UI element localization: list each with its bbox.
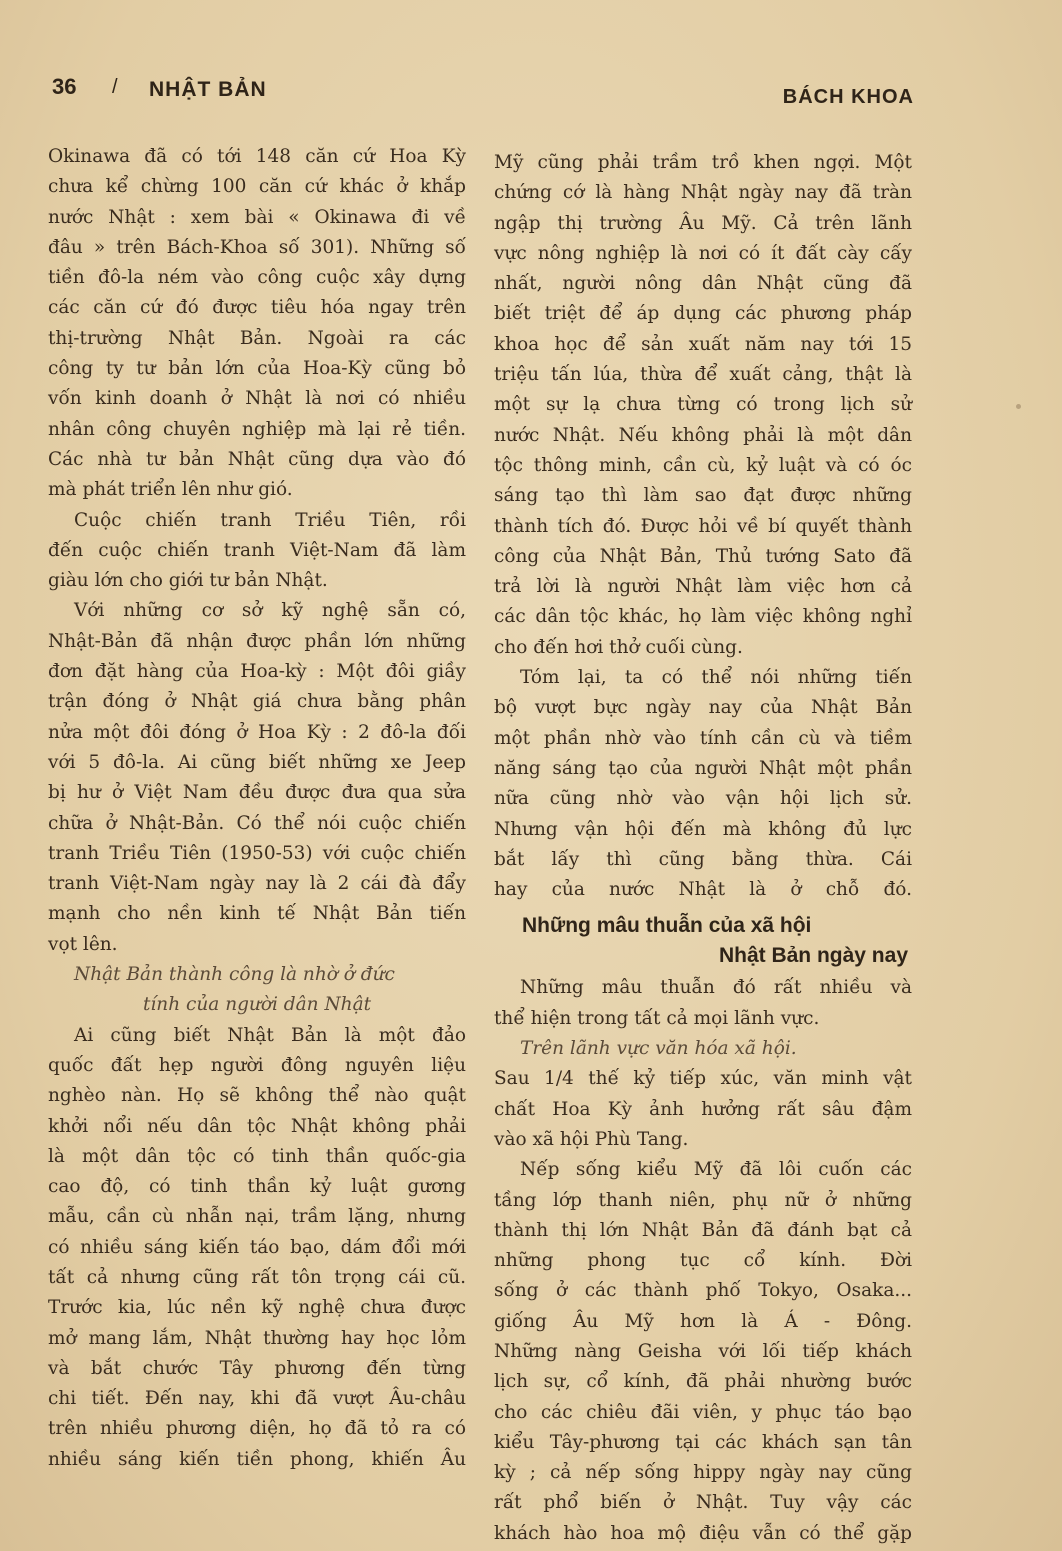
- page-header: [52, 74, 914, 108]
- text-line: các dân tộc khác, họ làm việc không nghỉ: [494, 606, 912, 628]
- text-line: Sau 1/4 thế kỷ tiếp xúc, văn minh vật: [494, 1068, 912, 1090]
- section-heading-line2: Nhật Bản ngày nay: [718, 944, 908, 968]
- text-line: đến cuộc chiến tranh Việt-Nam đã làm: [48, 539, 466, 561]
- section-heading: [494, 911, 912, 971]
- text-line: vốn kinh doanh ở Nhật là nơi có nhiều: [48, 388, 466, 410]
- text-line: tranh Triều Tiên (1950-53) với cuộc chiến: [48, 842, 466, 864]
- text-line: bị hư ở Việt Nam đều được đưa qua sửa: [48, 782, 466, 804]
- right-column-bottom: [494, 973, 912, 1549]
- text-line: có nhiều sáng kiến táo bạo, dám đổi mới: [48, 1236, 466, 1258]
- text-line: nhiều sáng kiến tiền phong, khiến Âu: [48, 1448, 466, 1470]
- text-line: rất phổ biến ở Nhật. Tuy vậy các: [494, 1492, 912, 1514]
- text-line: Nhật-Bản đã nhận được phần lớn những: [48, 630, 466, 652]
- text-line: năng sáng tạo của người Nhật một phần: [494, 757, 912, 779]
- text-line: Nếp sống kiểu Mỹ đã lôi cuốn các: [520, 1159, 912, 1181]
- text-line: thể hiện trong tất cả mọi lãnh vực.: [494, 1007, 820, 1029]
- text-line: những phong tục cổ kính. Đời: [494, 1250, 912, 1272]
- text-line: chất Hoa Kỳ ảnh hưởng rất sâu đậm: [494, 1098, 912, 1120]
- text-line: chi tiết. Đến nay, khi đã vượt Âu-châu: [48, 1388, 466, 1410]
- section-title: NHẬT BẢN: [149, 78, 267, 101]
- text-line: mở mang lắm, Nhật thường hay học lỏm: [48, 1327, 466, 1349]
- magazine-title: BÁCH KHOA: [782, 86, 914, 108]
- left-column: [48, 142, 466, 1475]
- text-line: cho đến hơi thở cuối cùng.: [494, 636, 743, 658]
- text-line: thành thị lớn Nhật Bản đã đánh bạt cả: [494, 1219, 912, 1241]
- text-line: kiểu Tây-phương tại các khách sạn tân: [494, 1431, 912, 1453]
- text-line: hay của nước Nhật là ở chỗ đó.: [494, 879, 912, 901]
- text-line: Nhưng vận hội đến mà không đủ lực: [494, 818, 912, 840]
- text-line: là một dân tộc có tinh thần quốc-gia: [48, 1145, 466, 1167]
- text-line: chứng cớ là hàng Nhật ngày nay đã tràn: [494, 182, 912, 204]
- text-line: tộc thông minh, cần cù, kỷ luật và có óc: [494, 454, 912, 476]
- text-line: Cuộc chiến tranh Triều Tiên, rồi: [74, 509, 466, 531]
- text-line: Ai cũng biết Nhật Bản là một đảo: [74, 1024, 466, 1046]
- text-line: vào xã hội Phù Tang.: [494, 1128, 689, 1150]
- text-line: nghèo nàn. Họ sẽ không thể nào quật: [48, 1085, 466, 1107]
- text-line: chưa kể chừng 100 căn cứ khác ở khắp: [48, 176, 466, 198]
- text-line: vọt lên.: [48, 933, 118, 955]
- text-line: tầng lớp thanh niên, phụ nữ ở những: [494, 1189, 912, 1211]
- text-line: Trước kia, lúc nền kỹ nghệ chưa được: [48, 1297, 466, 1319]
- text-line: khách hào hoa mộ điệu vẫn có thể gặp: [494, 1522, 912, 1544]
- text-line: trên nhiều phương diện, họ đã tỏ ra có: [48, 1418, 466, 1440]
- text-line: mà phát triển lên như gió.: [48, 479, 293, 501]
- page-number: 36: [52, 74, 77, 99]
- paper-mark: [1016, 404, 1021, 409]
- text-line: sống ở các thành phố Tokyo, Osaka...: [494, 1280, 912, 1302]
- text-line: đâu » trên Bách-Khoa số 301). Những số: [48, 236, 466, 258]
- text-line: đơn đặt hàng của Hoa-kỳ : Một đôi giầy: [48, 661, 466, 683]
- text-line: Trên lãnh vực văn hóa xã hội.: [520, 1038, 797, 1060]
- text-line: công ty tư bản lớn của Hoa-Kỳ cũng bỏ: [48, 358, 466, 380]
- text-line: một sự lạ chưa từng có trong lịch sử: [494, 394, 912, 416]
- text-line: bắt lấy thì cũng bằng thừa. Cái: [494, 848, 912, 870]
- text-line: nữa cũng nhờ vào vận hội lịch sử.: [494, 788, 912, 810]
- text-line: tiền đô-la ném vào công cuộc xây dựng: [48, 267, 466, 289]
- text-line: giống Âu Mỹ hơn là Á - Đông.: [494, 1310, 912, 1332]
- text-line: giàu lớn cho giới tư bản Nhật.: [48, 570, 328, 592]
- text-line: với 5 đô-la. Ai cũng biết những xe Jeep: [48, 751, 466, 773]
- text-line: sáng tạo thì làm sao đạt được những: [494, 485, 912, 507]
- text-line: vực nông nghiệp là nơi có ít đất cày cấy: [494, 242, 912, 264]
- text-line: cao độ, có tinh thần kỷ luật gương: [48, 1176, 466, 1198]
- text-line: Mỹ cũng phải trầm trồ khen ngợi. Một: [494, 152, 912, 173]
- text-line: Những mâu thuẫn đó rất nhiều và: [520, 977, 912, 999]
- text-line: Những nàng Geisha với lối tiếp khách: [494, 1340, 912, 1362]
- text-line: tính của người dân Nhật: [142, 994, 372, 1016]
- text-line: nhân công chuyên nghiệp mà lại rẻ tiền.: [48, 418, 466, 440]
- text-line: Nhật Bản thành công là nhờ ở đức: [74, 964, 395, 986]
- text-line: bộ vượt bực ngày nay của Nhật Bản: [494, 697, 912, 719]
- text-line: khởi nổi nếu dân tộc Nhật không phải: [48, 1115, 466, 1137]
- text-line: trận đóng ở Nhật giá chưa bằng phân: [48, 691, 466, 713]
- text-line: khoa học để sản xuất năm nay tới 15: [494, 333, 912, 355]
- text-line: ngập thị trường Âu Mỹ. Cả trên lãnh: [494, 212, 912, 234]
- text-line: quốc đất hẹp người đông nguyên liệu: [48, 1054, 466, 1076]
- section-heading-line1: Những mâu thuẫn của xã hội: [522, 914, 812, 938]
- text-line: nửa một đôi đóng ở Hoa Kỳ : 2 đô-la đối: [48, 721, 466, 743]
- text-line: thị-trường Nhật Bản. Ngoài ra các: [48, 327, 466, 349]
- text-line: Tóm lại, ta có thể nói những tiến: [520, 667, 912, 689]
- text-line: nước Nhật. Nếu không phải là một dân: [494, 424, 912, 446]
- text-line: nước Nhật : xem bài « Okinawa đi về: [48, 206, 466, 228]
- text-line: kỳ ; cả nếp sống hippy ngày nay cũng: [494, 1462, 912, 1484]
- text-line: và bắt chước Tây phương đến từng: [48, 1357, 466, 1379]
- text-line: biết triệt để áp dụng các phương pháp: [494, 303, 912, 325]
- text-line: công của Nhật Bản, Thủ tướng Sato đã: [494, 545, 912, 567]
- right-column-top: [494, 148, 912, 905]
- text-line: cho các chiêu đãi viên, y phục táo bạo: [494, 1401, 912, 1423]
- text-line: trả lời là người Nhật làm việc hơn cả: [494, 576, 912, 598]
- text-line: triệu tấn lúa, thừa để xuất cảng, thật là: [494, 364, 912, 386]
- text-line: chữa ở Nhật-Bản. Có thể nói cuộc chiến: [48, 812, 466, 834]
- text-line: tất cả nhưng cũng rất tôn trọng cái cũ.: [48, 1266, 466, 1288]
- text-line: Với những cơ sở kỹ nghệ sẵn có,: [74, 600, 466, 622]
- text-line: mạnh cho nền kinh tế Nhật Bản tiến: [48, 903, 466, 925]
- right-column: [494, 148, 912, 1549]
- text-line: một phần nhờ vào tính cần cù và tiềm: [494, 727, 912, 749]
- text-line: mẫu, cần cù nhẫn nại, trầm lặng, nhưng: [48, 1206, 466, 1228]
- text-line: tranh Việt-Nam ngày nay là 2 cái đà đẩy: [48, 873, 466, 895]
- text-line: các căn cứ đó được tiêu hóa ngay trên: [48, 297, 466, 319]
- text-line: Okinawa đã có tới 148 căn cứ Hoa Kỳ: [48, 146, 466, 167]
- header-separator: /: [112, 76, 118, 98]
- text-line: thành tích đó. Được hỏi về bí quyết thành: [494, 515, 912, 537]
- text-line: lịch sự, cổ kính, đã phải nhường bước: [494, 1371, 912, 1393]
- text-line: Các nhà tư bản Nhật cũng dựa vào đó: [48, 448, 466, 470]
- text-line: nhất, người nông dân Nhật cũng đã: [494, 273, 912, 295]
